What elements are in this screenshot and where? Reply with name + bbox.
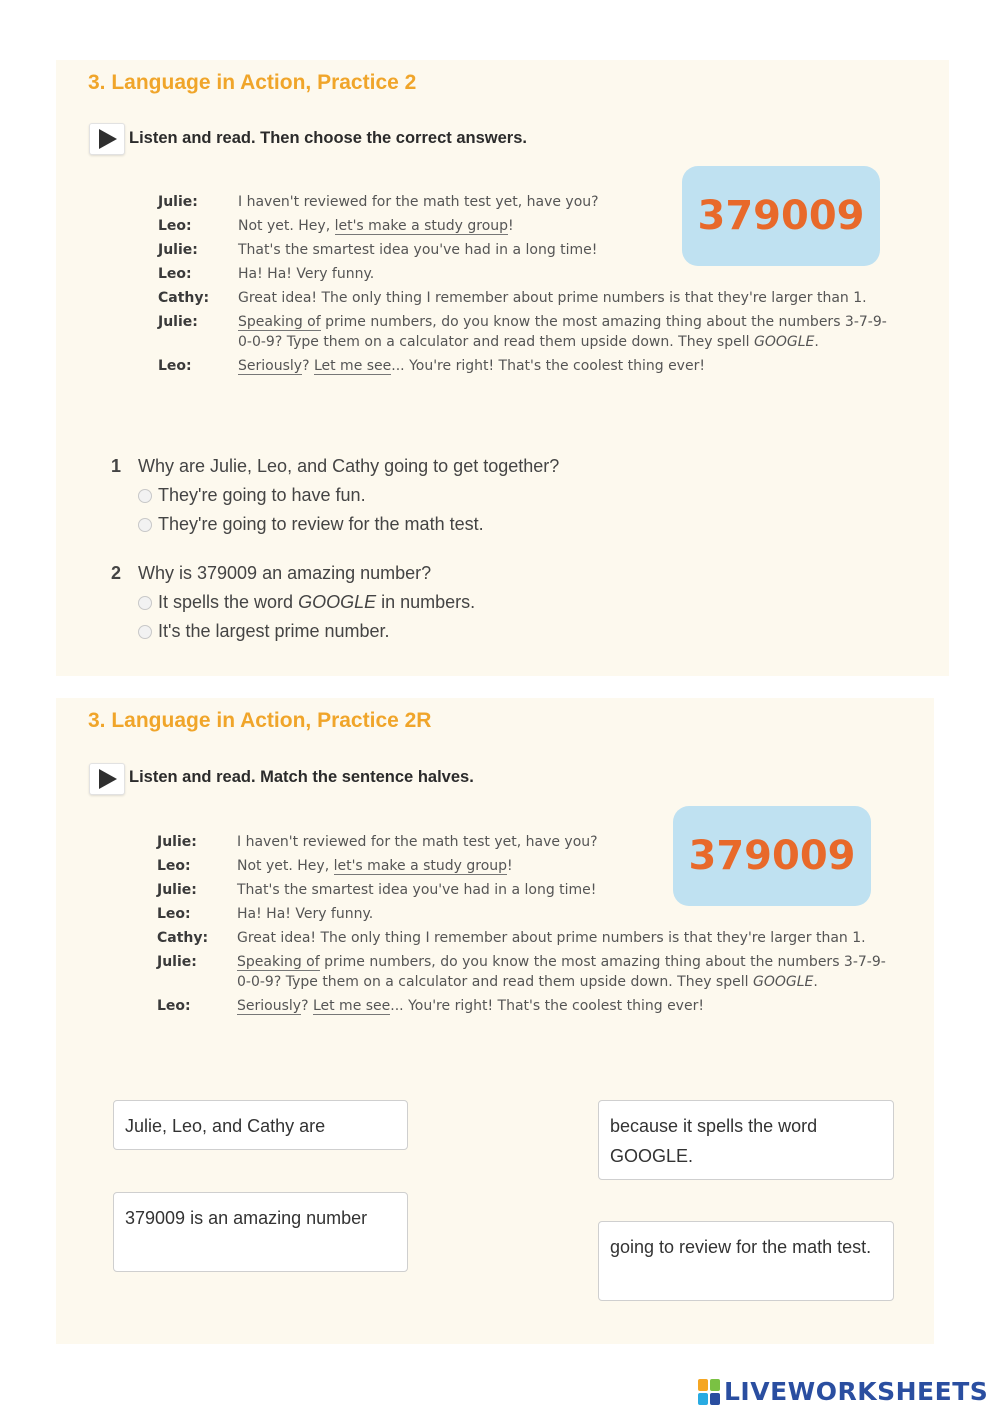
underlined-phrase: let's make a study group	[334, 218, 509, 234]
underlined-phrase: Let me see	[313, 358, 392, 374]
text-fragment: !	[508, 218, 514, 234]
text-fragment: ... You're right! That's the coolest thing ever!	[390, 998, 704, 1014]
option-label	[158, 621, 390, 642]
dialogue-text	[237, 928, 887, 948]
speaker-name: Leo:	[157, 858, 191, 874]
match-box-left-2[interactable]: 379009 is an amazing number	[113, 1192, 408, 1272]
answer-option[interactable]	[138, 485, 366, 506]
text-fragment: It's the largest prime number.	[158, 621, 390, 641]
underlined-phrase: Speaking of	[238, 314, 321, 330]
dialogue-line	[158, 288, 888, 308]
instruction: Listen and read. Then choose the correct answers.	[129, 129, 527, 147]
option-label	[158, 514, 484, 535]
dialogue-line	[158, 312, 888, 352]
logo-text: LIVEWORKSHEETS	[724, 1377, 989, 1406]
practice-2-panel	[56, 60, 949, 676]
question-number: 2	[111, 563, 122, 583]
instruction: Listen and read. Match the sentence halves.	[129, 768, 474, 786]
speaker-name: Julie:	[157, 834, 197, 850]
dialogue-line	[157, 928, 887, 948]
speaker-name: Leo:	[157, 906, 191, 922]
option-label	[158, 485, 366, 506]
text-fragment: ?	[301, 998, 313, 1014]
speaker-name: Leo:	[158, 266, 192, 282]
text-fragment: !	[507, 858, 513, 874]
underlined-phrase: Speaking of	[237, 954, 320, 970]
speaker-name: Leo:	[157, 998, 191, 1014]
match-box-right-1[interactable]: because it spells the word GOOGLE.	[598, 1100, 894, 1180]
underlined-phrase: let's make a study group	[333, 858, 508, 874]
speaker-name: Julie:	[157, 882, 197, 898]
question-number: 1	[111, 456, 122, 476]
speaker-name: Cathy:	[158, 290, 210, 306]
dialogue-line	[158, 264, 888, 284]
text-fragment: .	[813, 974, 818, 990]
dialogue-text	[238, 312, 888, 352]
answer-option[interactable]	[138, 514, 484, 535]
text-fragment: They're going to have fun.	[158, 485, 366, 505]
play-audio-button[interactable]	[89, 123, 125, 155]
text-fragment: They're going to review for the math test.	[158, 514, 484, 534]
dialogue-text	[237, 904, 887, 924]
question-text: Why is 379009 an amazing number?	[138, 563, 432, 583]
text-fragment: Not yet. Hey,	[238, 218, 335, 234]
match-box-right-2[interactable]: going to review for the math test.	[598, 1221, 894, 1301]
text-fragment: ... You're right! That's the coolest thing ever!	[391, 358, 705, 374]
speaker-name: Leo:	[158, 358, 192, 374]
dialogue-line	[157, 904, 887, 924]
dialogue-text	[238, 264, 888, 284]
radio-button-icon[interactable]	[138, 489, 152, 503]
text-fragment: That's the smartest idea you've had in a long time!	[237, 882, 597, 898]
text-fragment: in numbers.	[376, 592, 476, 612]
text-fragment: I haven't reviewed for the math test yet, have you?	[238, 194, 599, 210]
dialogue-text	[238, 356, 888, 376]
section-title: 3. Language in Action, Practice 2R	[88, 709, 432, 732]
match-box-left-1[interactable]: Julie, Leo, and Cathy are	[113, 1100, 408, 1150]
radio-button-icon[interactable]	[138, 625, 152, 639]
speaker-name: Julie:	[158, 314, 198, 330]
answer-option[interactable]	[138, 621, 390, 642]
dialogue-text	[237, 996, 887, 1016]
text-fragment: It spells the word	[158, 592, 299, 612]
dialogue-text	[237, 952, 887, 992]
underlined-phrase: Seriously	[238, 358, 303, 374]
logo-square	[710, 1379, 720, 1391]
speaker-name: Cathy:	[157, 930, 209, 946]
liveworksheets-logo[interactable]	[698, 1377, 988, 1406]
text-fragment: That's the smartest idea you've had in a long time!	[238, 242, 598, 258]
logo-square	[710, 1393, 720, 1405]
logo-square	[698, 1379, 708, 1391]
option-label	[158, 592, 475, 613]
practice-2r-panel	[56, 698, 934, 1344]
italic-text: GOOGLE	[298, 592, 377, 612]
text-fragment: Not yet. Hey,	[237, 858, 334, 874]
speaker-name: Julie:	[158, 242, 198, 258]
radio-button-icon[interactable]	[138, 596, 152, 610]
speaker-name: Leo:	[158, 218, 192, 234]
speaker-name: Julie:	[157, 954, 197, 970]
play-audio-button[interactable]	[89, 763, 125, 795]
text-fragment: I haven't reviewed for the math test yet, have you?	[237, 834, 598, 850]
dialogue-line	[157, 996, 887, 1016]
radio-button-icon[interactable]	[138, 518, 152, 532]
question-text: Why are Julie, Leo, and Cathy going to get together?	[138, 456, 560, 476]
dialogue-line	[158, 356, 888, 376]
text-fragment: Ha! Ha! Very funny.	[238, 266, 375, 282]
text-fragment: Great idea! The only thing I remember about prime numbers is that they're larger than 1.	[238, 290, 867, 306]
text-fragment: prime numbers, do you know the most amazing thing about the numbers 3-7-9-0-0-9? Type them on a calculator and read them upside down. They spell	[237, 954, 886, 990]
number-badge: 379009	[673, 806, 871, 906]
underlined-phrase: Seriously	[237, 998, 302, 1014]
speaker-name: Julie:	[158, 194, 198, 210]
dialogue-line	[157, 952, 887, 992]
underlined-phrase: Let me see	[312, 998, 391, 1014]
text-fragment: .	[814, 334, 819, 350]
dialogue-text	[238, 288, 888, 308]
italic-text: GOOGLE	[753, 334, 815, 350]
italic-text: GOOGLE	[752, 974, 814, 990]
text-fragment: Ha! Ha! Very funny.	[237, 906, 374, 922]
text-fragment: ?	[302, 358, 314, 374]
logo-square	[698, 1393, 708, 1405]
section-title: 3. Language in Action, Practice 2	[88, 71, 417, 94]
text-fragment: prime numbers, do you know the most amazing thing about the numbers 3-7-9-0-0-9? Type them on a calculator and read them upside down. They spell	[238, 314, 887, 350]
logo-mark-icon	[698, 1379, 720, 1405]
answer-option[interactable]	[138, 592, 475, 613]
number-badge: 379009	[682, 166, 880, 266]
text-fragment: Great idea! The only thing I remember about prime numbers is that they're larger than 1.	[237, 930, 866, 946]
